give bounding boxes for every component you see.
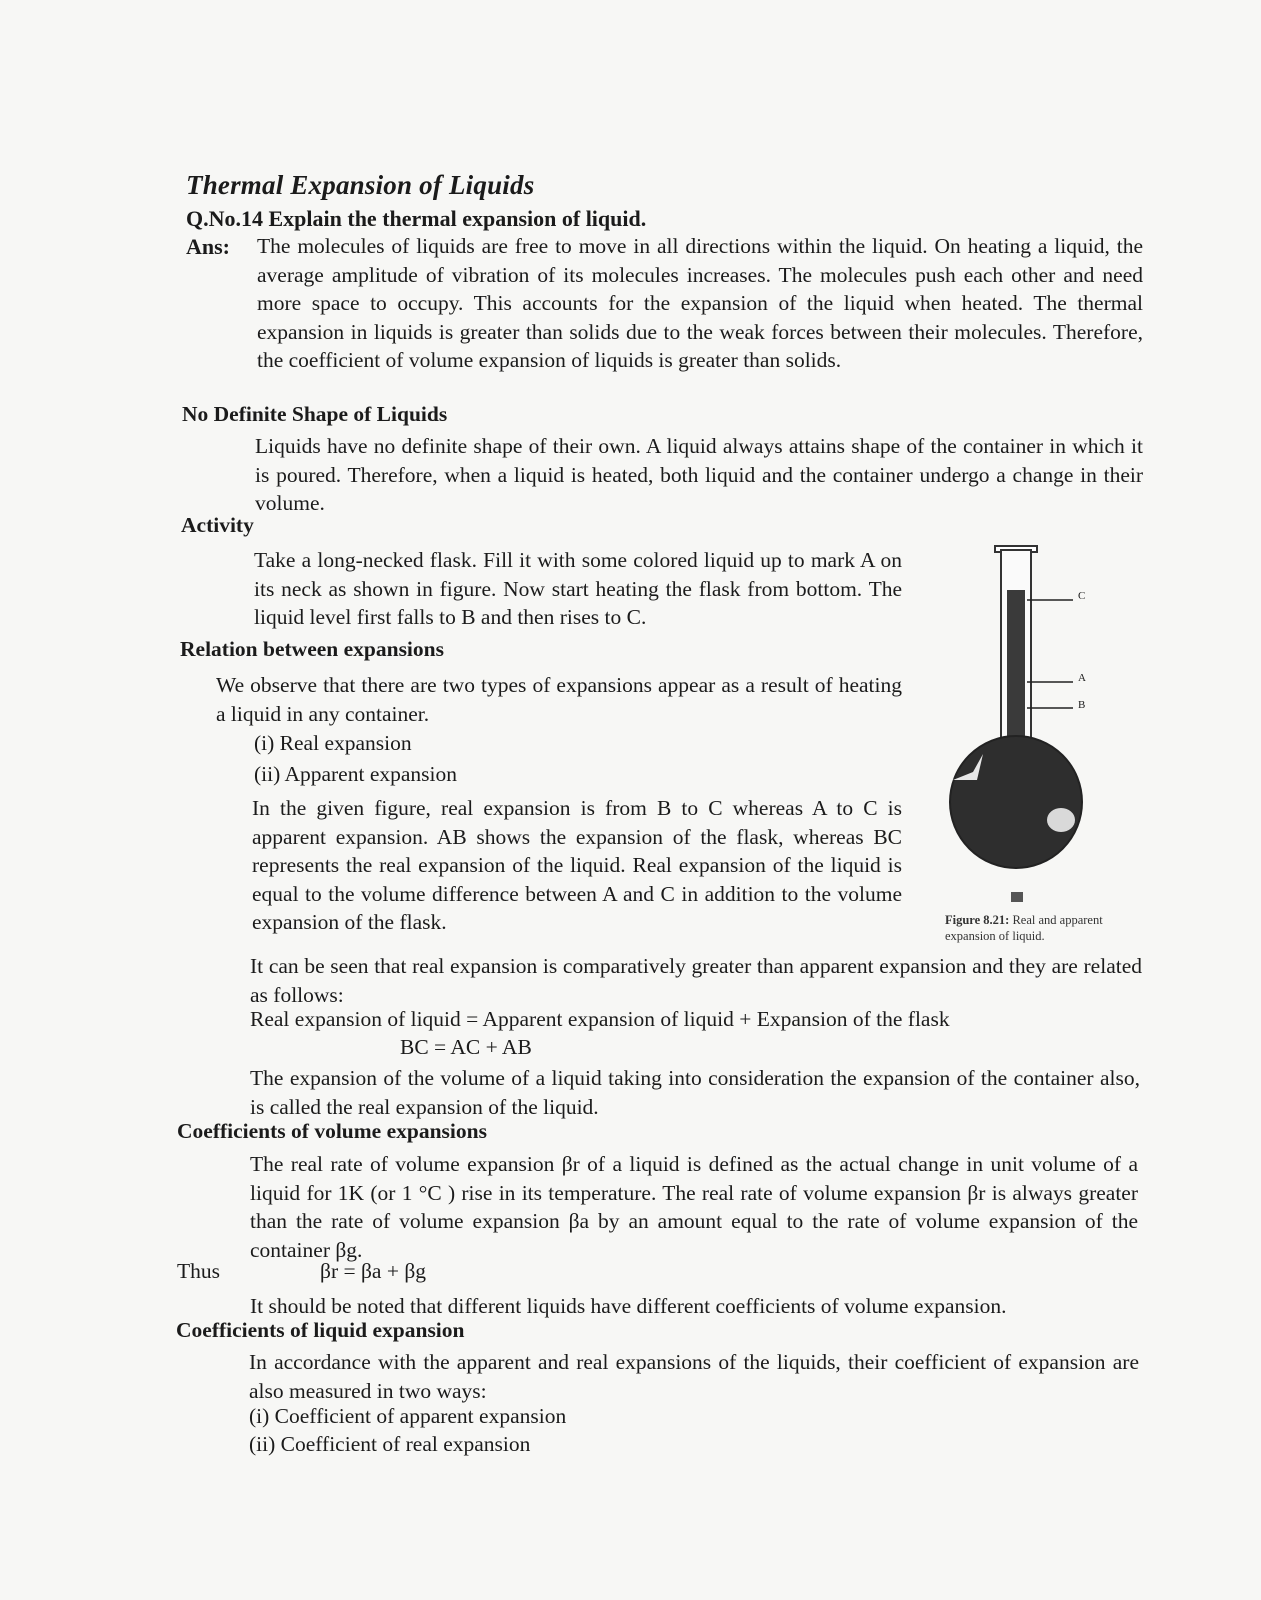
list-item-apparent-expansion: (ii) Apparent expansion: [254, 762, 458, 786]
label-c: C: [1078, 590, 1086, 602]
paragraph-relation-comparison: It can be seen that real expansion is comparatively greater than apparent expansion and they are related as follows:: [250, 954, 1142, 1007]
heading-activity: Activity: [181, 513, 254, 537]
paragraph-relation-explanation: In the given figure, real expansion is from B to C whereas A to C is apparent expansion. AB shows the expansion of the flask, whereas BC represents the real expansion of the liquid. Real expansion of the liquid is equal to the volume difference between A and C in addition to the volume expansion of the flask.: [252, 796, 902, 934]
flask-illustration-icon: [935, 540, 1145, 950]
list-item-real-expansion: (i) Real expansion: [254, 731, 412, 755]
paragraph-no-definite-shape: Liquids have no definite shape of their own. A liquid always attains shape of the container in which it is poured. Therefore, when a liquid is heated, both liquid and the container undergo a change in their volume.: [255, 434, 1143, 515]
label-b: B: [1078, 699, 1086, 711]
heading-coefficients-liquid: Coefficients of liquid expansion: [176, 1318, 465, 1342]
list-item-apparent-coefficient: (i) Coefficient of apparent expansion: [249, 1404, 567, 1428]
heading-relation: Relation between expansions: [180, 637, 444, 661]
section-title: Thermal Expansion of Liquids: [186, 170, 535, 200]
relation-equation: BC = AC + AB: [400, 1035, 532, 1059]
figure-caption: [945, 912, 1145, 944]
coefficients-note: It should be noted that different liquids have different coefficients of volume expansion.: [250, 1294, 1007, 1318]
heading-no-definite-shape: No Definite Shape of Liquids: [182, 402, 448, 426]
thus-label: Thus: [177, 1259, 220, 1283]
paragraph-activity: Take a long-necked flask. Fill it with some colored liquid up to mark A on its neck as shown in figure. Now start heating the flask from bottom. The liquid level first falls to B and then rises to C.: [254, 548, 902, 629]
paragraph-real-expansion-definition: The expansion of the volume of a liquid taking into consideration the expansion of the container also, is called the real expansion of the liquid.: [250, 1066, 1140, 1119]
beta-equation: βr = βa + βg: [320, 1259, 427, 1283]
question-heading: Q.No.14 Explain the thermal expansion of liquid.: [186, 206, 647, 231]
figure-number: Figure 8.21:: [945, 913, 1010, 927]
answer-label: Ans:: [186, 234, 231, 259]
flask-figure: [935, 540, 1145, 950]
list-item-real-coefficient: (ii) Coefficient of real expansion: [249, 1432, 531, 1456]
paragraph-relation-intro: We observe that there are two types of expansions appear as a result of heating a liquid in any container.: [216, 673, 902, 726]
paragraph-coefficients-volume: The real rate of volume expansion βr of a liquid is defined as the actual change in unit volume of a liquid for 1K (or 1 °C ) rise in its temperature. The real rate of volume expansion βr is always greater than the rate of volume expansion βa by an amount equal to the rate of volume expansion of the container βg.: [250, 1152, 1138, 1262]
answer-paragraph: The molecules of liquids are free to move in all directions within the liquid. On heating a liquid, the average amplitude of vibration of its molecules increases. The molecules push each other and need more space to occupy. This accounts for the expansion of the liquid when heated. The thermal expansion in liquids is greater than solids due to the weak forces between their molecules. Therefore, the coefficient of volume expansion of liquids is greater than solids.: [257, 234, 1143, 372]
heading-coefficients-volume: Coefficients of volume expansions: [177, 1119, 487, 1143]
figure-caption-text: Real and apparent expansion of liquid.: [945, 913, 1103, 943]
label-a: A: [1078, 672, 1086, 684]
relation-text: Real expansion of liquid = Apparent expansion of liquid + Expansion of the flask: [250, 1007, 950, 1031]
paragraph-coefficients-liquid: In accordance with the apparent and real expansions of the liquids, their coefficient of expansion are also measured in two ways:: [249, 1350, 1139, 1403]
